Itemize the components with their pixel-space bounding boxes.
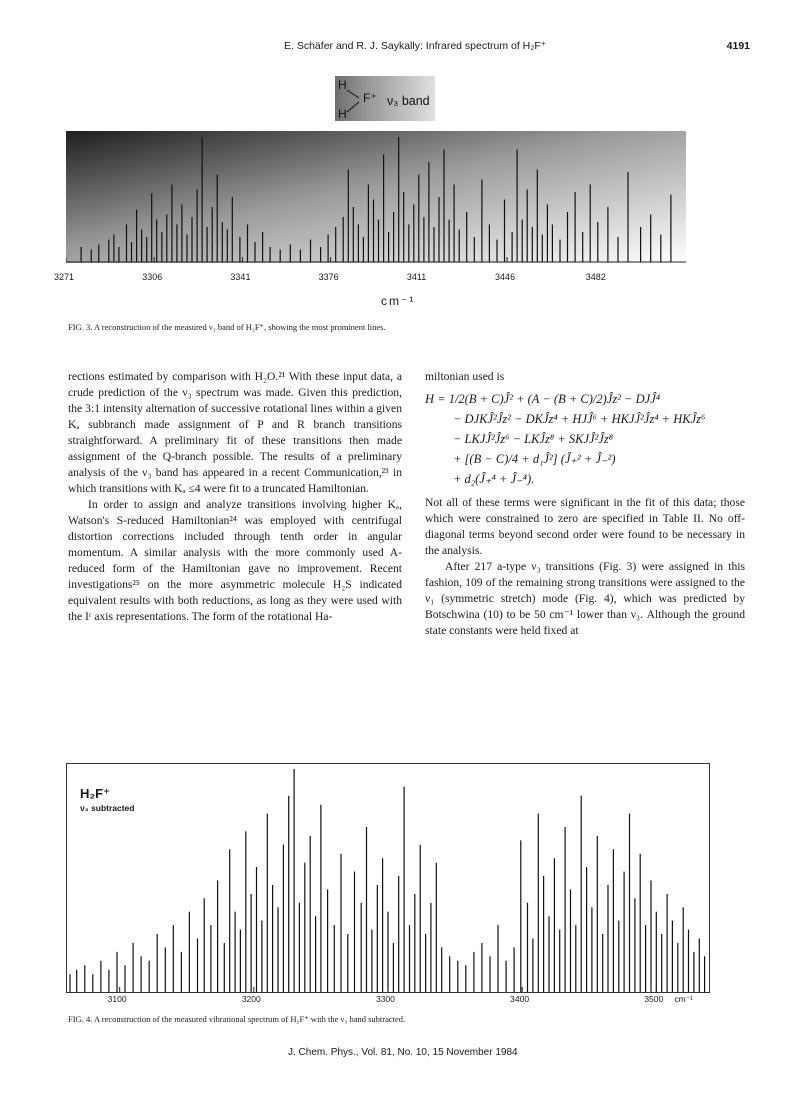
- fig4-title: H₂F⁺: [80, 786, 110, 801]
- fig3-tick-labels: [54, 272, 686, 286]
- fig3-tick-label: 3482: [585, 272, 606, 282]
- left-paragraph-1: rections estimated by comparison with H₂O.²¹ With these input data, a crude prediction of the ν₃ spectrum was made. Given this prediction, the 3:1 intensity alternation of successive rotational lines within a given Kₐ subbranch made assignment of P and R branch transitions straightforward. A preliminary fit of these transitions then made assignment of the Q-branch possible. The results of a preliminary analysis of the ν₃ band has appeared in a recent Communication,²³ in which transitions with Kₐ ≤4 were fit to a truncated Hamiltonian.: [68, 370, 402, 495]
- fig3-tick-label: 3306: [142, 272, 163, 282]
- molecule-badge: [335, 76, 435, 121]
- equation-line-3: − LKJĴ²Ĵz⁶ − LKĴz⁸ + SKJĴ²Ĵz⁸: [453, 432, 614, 446]
- equation-line-1: H = 1/2(B + C)Ĵ² + (A − (B + C)/2)Ĵz² − DJĴ⁴: [425, 392, 661, 406]
- fig3-tick-label: 3446: [495, 272, 516, 282]
- right-column: [425, 369, 745, 639]
- left-column: [68, 369, 402, 625]
- equation-line-5: + d₂(Ĵ₊⁴ + Ĵ₋⁴).: [453, 472, 535, 486]
- badge-ion: F⁺: [363, 91, 377, 105]
- right-intro: miltonian used is: [425, 370, 505, 383]
- right-paragraph-2: After 217 a-type ν₃ transitions (Fig. 3) were assigned in this fashion, 109 of the remaining strong transitions were assigned to the ν₁ (symmetric stretch) mode (Fig. 4), which was predicted by Botschwina (10) to be 50 cm⁻¹ lower than ν₃. Although the ground state constants were held fixed at: [425, 560, 745, 637]
- journal-citation: J. Chem. Phys., Vol. 81, No. 10, 15 November 1984: [288, 1047, 518, 1058]
- equation-line-4: + [(B − C)/4 + d₁Ĵ²] (Ĵ₊² + Ĵ₋²): [453, 452, 616, 466]
- fig4-tick-label: 3500: [644, 994, 664, 1004]
- right-paragraph-1: Not all of these terms were significant in the fit of this data; those which were constrained to zero are specified in Table II. No off-diagonal terms beyond second order were found to be necessary in the analysis.: [425, 496, 745, 557]
- fig3-background: [66, 131, 686, 263]
- badge-band: ν₃ band: [387, 94, 430, 108]
- fig3-axis-unit: cm⁻¹: [381, 294, 416, 308]
- equation-line-2: − DJKĴ²Ĵz² − DKĴz⁴ + HJĴ⁶ + HKJĴ²Ĵz⁴ + HKĴz⁶: [453, 412, 706, 426]
- fig4-tick-label: 3100: [107, 994, 127, 1004]
- fig4-spectrum-plot: [66, 763, 710, 993]
- fig4-tick-labels: [66, 994, 726, 1008]
- left-paragraph-2: In order to assign and analyze transitions involving higher Kₐ, Watson's S-reduced Hamiltonian²⁴ was employed with centrifugal distortion corrections included through tenth order in angular momentum. A similar analysis with the more commonly used A-reduced form of the Hamiltonian gave no improvement. Recent investigations²⁵ on the more asymmetric molecule H₂S indicated equivalent results with both reductions, as long as they were used with the Iʳ axis representations. The form of the rotational Ha-: [68, 498, 402, 623]
- fig3-tick-label: 3376: [318, 272, 339, 282]
- hamiltonian-equation: [425, 389, 745, 489]
- page-number: 4191: [726, 40, 750, 52]
- fig4-axis-unit: cm⁻¹: [674, 994, 693, 1004]
- fig3-tick-label: 3271: [54, 272, 75, 282]
- fig3-tick-label: 3411: [406, 272, 427, 282]
- fig3-caption: FIG. 3. A reconstruction of the measured ν₃ band of H₂F⁺, showing the most prominent lines.: [68, 322, 386, 332]
- fig4-caption: FIG. 4. A reconstruction of the measured vibrational spectrum of H₂F⁺ with the ν₃ band subtracted.: [68, 1014, 406, 1024]
- fig3-spectrum-plot: [66, 131, 686, 263]
- running-head: E. Schäfer and R. J. Saykally: Infrared spectrum of H₂F⁺: [284, 40, 547, 52]
- fig4-subtitle: ν₃ subtracted: [80, 803, 135, 813]
- fig4-tick-label: 3300: [376, 994, 395, 1004]
- fig4-tick-label: 3400: [510, 994, 530, 1004]
- badge-atom-bottom: H: [338, 107, 347, 121]
- fig4-tick-label: 3200: [241, 994, 261, 1004]
- badge-atom-top: H: [338, 78, 347, 92]
- fig3-tick-label: 3341: [230, 272, 251, 282]
